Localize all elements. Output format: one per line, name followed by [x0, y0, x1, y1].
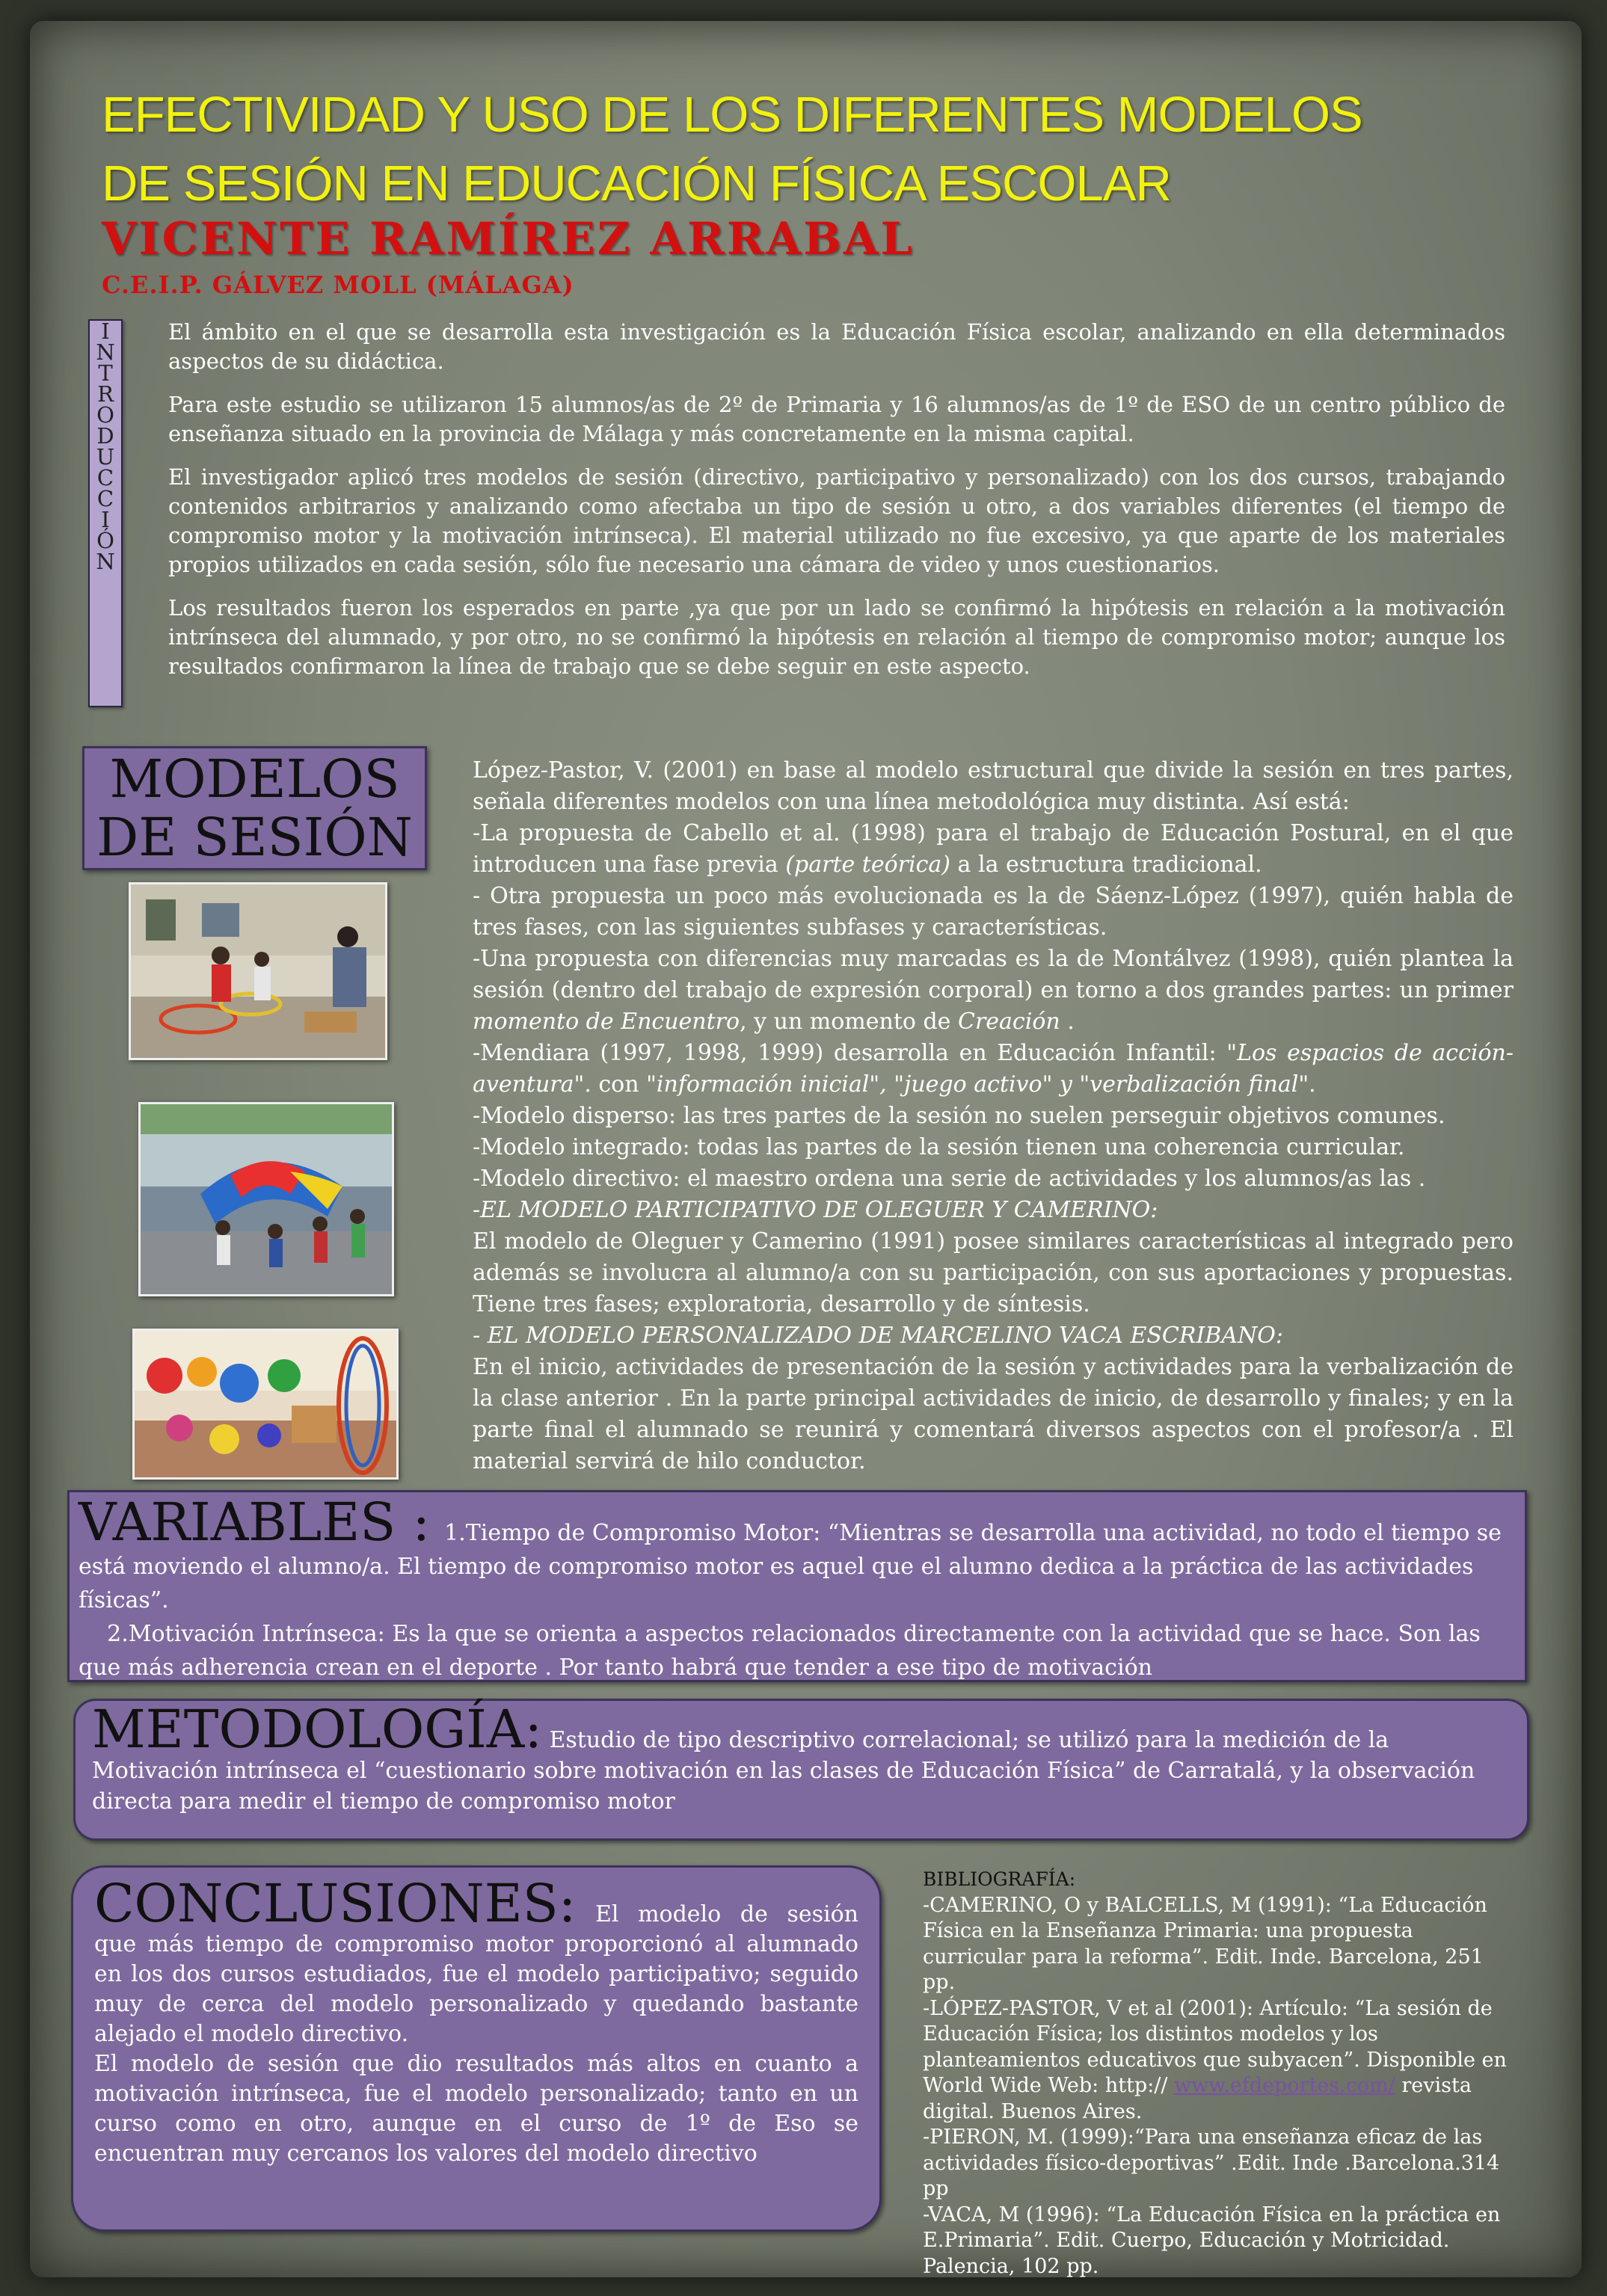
- metodologia-text: Estudio de tipo descriptivo correlacional; se utilizó para la medición de la Motivación intrínseca el “cuestionario sobre motivación en las clases de Educación Física” de Carratalá, y la observación directa para medir el tiempo de compromiso motor: [92, 1727, 1475, 1815]
- tab-letter: N: [96, 339, 115, 365]
- modelos-paragraph: -Modelo disperso: las tres partes de la sesión no suelen perseguir objetivos comunes.: [473, 1103, 1445, 1129]
- intro-paragraph: Para este estudio se utilizaron 15 alumnos/as de 2º de Primaria y 16 alumnos/as de 1º de ESO de un centro público de enseñanza situado en la provincia de Málaga y más concretamente en la misma capital.: [168, 392, 1505, 446]
- text-run: "Los espacios de acción-aventura": [473, 1040, 1514, 1098]
- reference-item: [923, 1996, 1521, 2126]
- modelos-paragraph: [473, 818, 1514, 881]
- tab-letter: D: [96, 423, 114, 449]
- photo-gym-class: [129, 882, 387, 1060]
- tab-letter: T: [98, 360, 113, 386]
- conclusiones-paragraph: [94, 1873, 858, 2049]
- text-run: -La propuesta de Cabello et al. (1998) para el trabajo de Educación Postural, en el que introducen una fase previa: [473, 820, 1514, 878]
- modelos-paragraph: [473, 1038, 1514, 1101]
- tab-letter: C: [96, 486, 114, 511]
- text-run: revista digital. Buenos Aires.: [923, 2074, 1472, 2123]
- tab-letter: N: [96, 549, 115, 574]
- intro-paragraph: El ámbito en el que se desarrolla esta investigación es la Educación Física escolar, analizando en ella determinados aspectos de su didáctica.: [168, 319, 1505, 374]
- modelos-paragraph: En el inicio, actividades de presentación de la sesión y actividades para la verbalización de la clase anterior . En la parte principal actividades de inicio, de desarrollo y finales; y en la parte final el alumnado se reunirá y comentará diversos aspectos con el profesor/a . El material servirá de hilo conductor.: [473, 1354, 1514, 1474]
- text-run: , y un momento de: [740, 1009, 958, 1035]
- variables-box: [67, 1490, 1527, 1682]
- tab-letter: I: [101, 507, 110, 532]
- poster-title: [102, 81, 1537, 218]
- variable-1-label: 1.Tiempo de Compromiso Motor:: [444, 1520, 821, 1546]
- modelos-paragraph: -Modelo integrado: todas las partes de la sesión tienen una coherencia curricular.: [473, 1134, 1405, 1160]
- school-name: C.E.I.P. GÁLVEZ MOLL (MÁLAGA): [102, 271, 574, 299]
- conclusiones-heading: CONCLUSIONES:: [94, 1873, 577, 1934]
- metodologia-heading: METODOLOGÍA:: [92, 1699, 542, 1760]
- reference-item: -VACA, M (1996): “La Educación Física en la práctica en E.Primaria”. Edit. Cuerpo, Educación y Motricidad. Palencia, 102 pp.: [923, 2203, 1501, 2278]
- modelos-paragraph: -Modelo directivo: el maestro ordena una serie de actividades y los alumnos/as las .: [473, 1166, 1426, 1192]
- modelos-heading: [82, 746, 427, 870]
- text-run: .: [1309, 1071, 1316, 1098]
- text-run: "información inicial", "juego activo" y "verbalización final": [646, 1071, 1309, 1098]
- text-run: momento de Encuentro: [473, 1009, 740, 1035]
- conclusiones-paragraph: El modelo de sesión que dio resultados más altos en cuanto a motivación intrínseca, fue el modelo personalizado; tanto en un curso como en otro, aunque en el curso de 1º de Eso se encuentran muy cercanos los valores del modelo directivo: [94, 2051, 858, 2167]
- intro-paragraph: Los resultados fueron los esperados en parte ,ya que por un lado se confirmó la hipótesis en relación a la motivación intrínseca del alumnado, y por otro, no se confirmó la hipótesis en relación al tiempo de compromiso motor; aunque los resultados confirmaron la línea de trabajo que se debe seguir en este aspecto.: [168, 595, 1505, 679]
- modelos-heading-text: MODELOS DE SESIÓN: [96, 748, 413, 868]
- conclusiones-box: [71, 1865, 882, 2232]
- photo-parachute-game: [138, 1102, 394, 1296]
- text-run: -LÓPEZ-PASTOR, V et al (2001): Artículo: “La sesión de Educación Física; los distintos modelos y los planteamientos educativos que subyacen”. Disponible en World Wide Web: http://: [923, 1996, 1507, 2097]
- text-run: -Una propuesta con diferencias muy marcadas es la de Montálvez (1998), quién plantea la sesión (dentro del trabajo de expresión corporal) en torno a dos grandes partes: un primer: [473, 946, 1514, 1003]
- modelos-paragraph: El modelo de Oleguer y Camerino (1991) posee similares características al integrado pero además se involucra al alumno/a con su participación, con sus aportaciones y propuestas. Tiene tres fases; exploratoria, desarrollo y de síntesis.: [473, 1228, 1514, 1317]
- intro-paragraph: El investigador aplicó tres modelos de sesión (directivo, participativo y personalizado) con los dos cursos, trabajando contenidos arbitrarios y analizando como afectaba un tipo de sesión u otro, a dos variables diferentes (el tiempo de compromiso motor y la motivación intrínseca). El material utilizado no fue excesivo, ya que aparte de los materiales propios utilizados en cada sesión, sólo fue necesario una cámara de video y unos cuestionarios.: [168, 464, 1505, 577]
- intro-section: [168, 318, 1505, 695]
- intro-vertical-tab: [88, 319, 123, 707]
- reference-item: -CAMERINO, O y BALCELLS, M (1991): “La Educación Física en la Enseñanza Primaria: una propuesta curricular para la reforma”. Edit. Inde. Barcelona, 251 pp.: [923, 1893, 1487, 1994]
- modelos-paragraph: [473, 944, 1514, 1038]
- text-run: - EL MODELO PERSONALIZADO DE MARCELINO VACA ESCRIBANO:: [473, 1323, 1283, 1349]
- modelos-paragraph: - Otra propuesta un poco más evolucionada es la de Sáenz-López (1997), quién habla de tres fases, con las siguientes subfases y características.: [473, 883, 1514, 941]
- reference-item: -PIERON, M. (1999):“Para una enseñanza eficaz de las actividades físico-deportivas” .Edit. Inde .Barcelona.314 pp: [923, 2126, 1500, 2200]
- tab-letter: Ó: [96, 528, 114, 553]
- modelos-text: [473, 755, 1514, 1477]
- tab-letter: R: [97, 381, 114, 407]
- text-run: -Mendiara (1997, 1998, 1999) desarrolla en Educación Infantil:: [473, 1040, 1227, 1066]
- metodologia-box: [73, 1699, 1529, 1841]
- bibliografia-heading: BIBLIOGRAFÍA:: [923, 1868, 1076, 1890]
- text-run: Creación: [957, 1009, 1060, 1035]
- bibliografia-section: [923, 1867, 1521, 2280]
- modelos-paragraph: López-Pastor, V. (2001) en base al modelo estructural que divide la sesión en tres partes, señala diferentes modelos con una línea metodológica muy distinta. Así está:: [473, 757, 1514, 815]
- variable-2-text: Es la que se orienta a aspectos relacionados directamente con la actividad que se hace. Son las que más adherencia crean en el deporte . Por tanto habrá que tender a ese tipo de motivación: [79, 1621, 1481, 1681]
- modelos-paragraph: [473, 1195, 1514, 1226]
- tab-letter: O: [96, 402, 114, 428]
- title-line-1: EFECTIVIDAD Y USO DE LOS DIFERENTES MODELOS: [102, 87, 1362, 143]
- text-run: El modelo de sesión que más tiempo de compromiso motor proporcionó al alumnado en los dos cursos estudiados, fue el modelo participativo; seguido muy de cerca del modelo personalizado y quedando bastante alejado el modelo directivo.: [94, 1901, 858, 2047]
- efdeportes-link[interactable]: www.efdeportes.com/: [1174, 2074, 1395, 2097]
- text-run: (parte teórica): [785, 852, 951, 878]
- text-run: .: [1060, 1009, 1075, 1035]
- tab-letter: C: [96, 465, 114, 490]
- variables-heading: VARIABLES :: [79, 1492, 431, 1553]
- title-line-2: DE SESIÓN EN EDUCACIÓN FÍSICA ESCOLAR: [102, 156, 1171, 212]
- text-run: -EL MODELO PARTICIPATIVO DE OLEGUER Y CAMERINO:: [473, 1197, 1158, 1223]
- photo-sports-materials: [132, 1329, 399, 1480]
- variable-1-text: “Mientras se desarrolla una actividad, no todo el tiempo se está moviendo el alumno/a. El tiempo de compromiso motor es aquel que el alumno dedica a la práctica de las actividades físicas”.: [79, 1520, 1502, 1613]
- tab-letter: U: [96, 444, 115, 470]
- text-run: a la estructura tradicional.: [950, 852, 1262, 878]
- tab-letter: I: [101, 318, 110, 344]
- text-run: . con: [584, 1071, 647, 1098]
- author-name: VICENTE RAMÍREZ ARRABAL: [102, 213, 915, 265]
- modelos-paragraph: [473, 1320, 1514, 1352]
- variable-2-label: 2.Motivación Intrínseca:: [107, 1621, 385, 1647]
